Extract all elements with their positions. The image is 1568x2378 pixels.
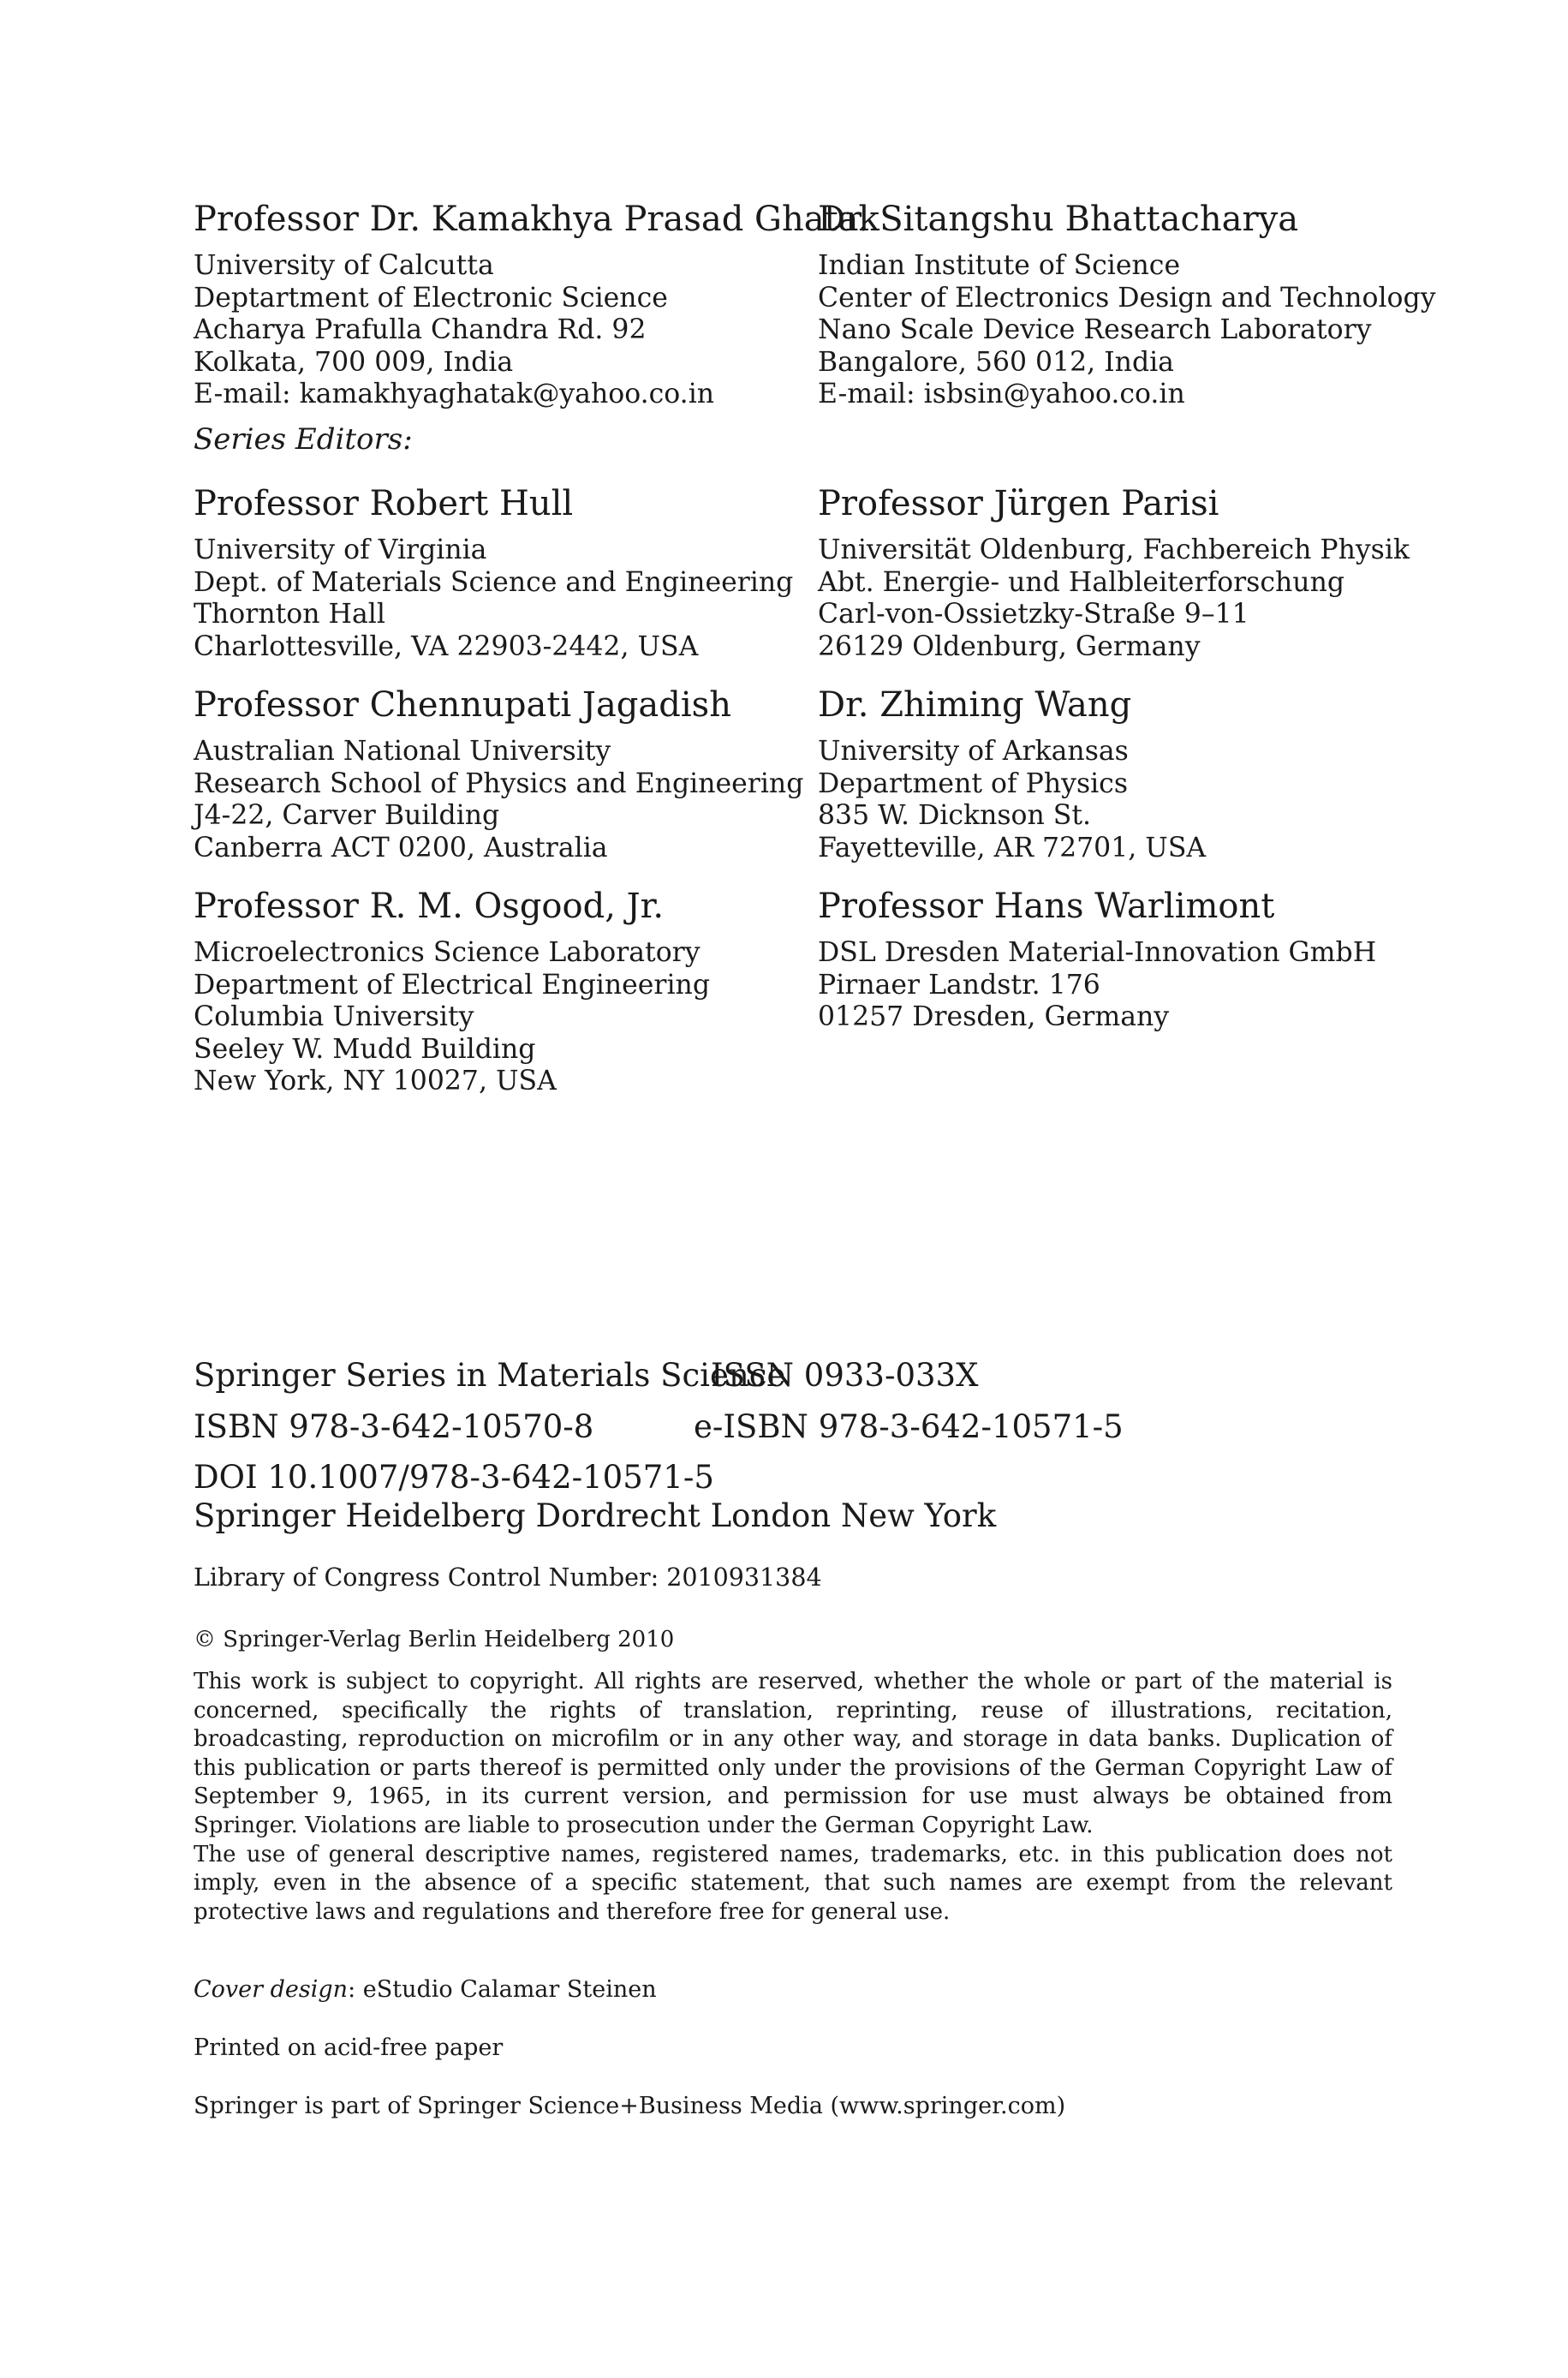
author-email: E-mail: isbsin@yahoo.co.in <box>818 379 1185 409</box>
editor-name: Professor Chennupati Jagadish <box>194 685 731 725</box>
editor-line: Carl-von-Ossietzky-Straße 9–11 <box>818 599 1249 630</box>
editor-line: Columbia University <box>194 1001 474 1032</box>
series-editors-heading: Series Editors: <box>194 422 413 457</box>
editor-line: DSL Dresden Material-Innovation GmbH <box>818 937 1377 968</box>
editor-line: New York, NY 10027, USA <box>194 1066 557 1096</box>
editor-line: J4-22, Carver Building <box>194 800 500 831</box>
editor-line: Thornton Hall <box>194 599 385 630</box>
acid-free-paper-note: Printed on acid-free paper <box>194 2034 504 2061</box>
editor-line: Canberra ACT 0200, Australia <box>194 832 608 863</box>
series-title: Springer Series in Materials Science <box>194 1357 786 1394</box>
issn: ISSN 0933-033X <box>711 1357 979 1394</box>
editor-line: Australian National University <box>194 736 611 767</box>
author-city: Kolkata, 700 009, India <box>194 346 514 378</box>
editor-line: Department of Physics <box>818 768 1128 799</box>
editor-name: Professor R. M. Osgood, Jr. <box>194 887 665 926</box>
author-department: Deptartment of Electronic Science <box>194 282 668 314</box>
author-block-ghatak <box>194 199 879 411</box>
legal-paragraph-trademarks: The use of general descriptive names, registered names, trademarks, etc. in this publication does not imply, even in the absence of a specific statement, that such names are exempt from the relevant protective laws and regulations and therefore free for general use. <box>194 1841 1392 1925</box>
cover-design-label: Cover design <box>194 1976 349 2003</box>
editor-line: Research School of Physics and Engineering <box>194 768 804 799</box>
legal-notice <box>194 1668 1392 1927</box>
library-of-congress-number: Library of Congress Control Number: 2010931384 <box>194 1563 822 1592</box>
series-editor-warlimont <box>818 886 1376 1034</box>
editor-line: Dept. of Materials Science and Engineering <box>194 566 794 598</box>
author-name: Professor Dr. Kamakhya Prasad Ghatak <box>194 200 879 239</box>
editor-line: 26129 Oldenburg, Germany <box>818 630 1201 662</box>
editor-line: 01257 Dresden, Germany <box>818 1001 1170 1032</box>
editor-name: Dr. Zhiming Wang <box>818 685 1132 725</box>
author-city: Bangalore, 560 012, India <box>818 346 1174 378</box>
editor-line: University of Virginia <box>194 535 487 565</box>
author-block-bhattacharya <box>818 199 1436 411</box>
editor-name: Professor Jürgen Parisi <box>818 484 1219 523</box>
editor-line: University of Arkansas <box>818 736 1129 767</box>
author-lab: Nano Scale Device Research Laboratory <box>818 314 1372 345</box>
editor-line: Department of Electrical Engineering <box>194 969 710 1001</box>
springer-business-note: Springer is part of Springer Science+Business Media (www.springer.com) <box>194 2093 1066 2119</box>
editor-name: Professor Robert Hull <box>194 484 574 523</box>
author-affiliation: University of Calcutta <box>194 250 494 281</box>
series-editor-parisi <box>818 483 1410 663</box>
editor-line: Microelectronics Science Laboratory <box>194 937 701 968</box>
doi: DOI 10.1007/978-3-642-10571-5 <box>194 1459 714 1496</box>
cover-design-value: : eStudio Calamar Steinen <box>348 1976 657 2003</box>
cover-design <box>194 1975 657 2005</box>
author-department: Center of Electronics Design and Technology <box>818 282 1436 314</box>
isbn: ISBN 978-3-642-10570-8 <box>194 1408 594 1445</box>
editor-line: 835 W. Dicknson St. <box>818 800 1092 831</box>
editor-line: Charlottesville, VA 22903-2442, USA <box>194 630 699 662</box>
series-editor-osgood <box>194 886 710 1098</box>
e-isbn: e-ISBN 978-3-642-10571-5 <box>694 1408 1124 1445</box>
publisher-cities: Springer Heidelberg Dordrecht London New York <box>194 1497 997 1534</box>
author-name: Dr. Sitangshu Bhattacharya <box>818 200 1299 239</box>
author-street: Acharya Prafulla Chandra Rd. 92 <box>194 314 647 345</box>
editor-line: Universität Oldenburg, Fachbereich Physik <box>818 535 1410 565</box>
series-editor-jagadish <box>194 684 803 864</box>
editor-name: Professor Hans Warlimont <box>818 887 1275 926</box>
legal-paragraph-copyright: This work is subject to copyright. All rights are reserved, whether the whole or part of the material is concerned, specifically the rights of translation, reprinting, reuse of illustrations, recitation, broadcasting, reproduction on microfilm or in any other way, and storage in data banks. Duplication of this publication or parts thereof is permitted only under the provisions of the German Copyright Law of September 9, 1965, in its current version, and permission for use must always be obtained from Springer. Violations are liable to prosecution under the German Copyright Law. <box>194 1669 1392 1838</box>
author-email: E-mail: kamakhyaghatak@yahoo.co.in <box>194 379 715 409</box>
editor-line: Seeley W. Mudd Building <box>194 1033 536 1065</box>
editor-line: Abt. Energie- und Halbleiterforschung <box>818 566 1345 598</box>
editor-line: Pirnaer Landstr. 176 <box>818 969 1100 1001</box>
series-editor-wang <box>818 684 1206 864</box>
series-editor-hull <box>194 483 793 663</box>
editor-line: Fayetteville, AR 72701, USA <box>818 832 1207 863</box>
author-affiliation: Indian Institute of Science <box>818 250 1181 281</box>
copyright-line: © Springer-Verlag Berlin Heidelberg 2010 <box>194 1627 675 1652</box>
